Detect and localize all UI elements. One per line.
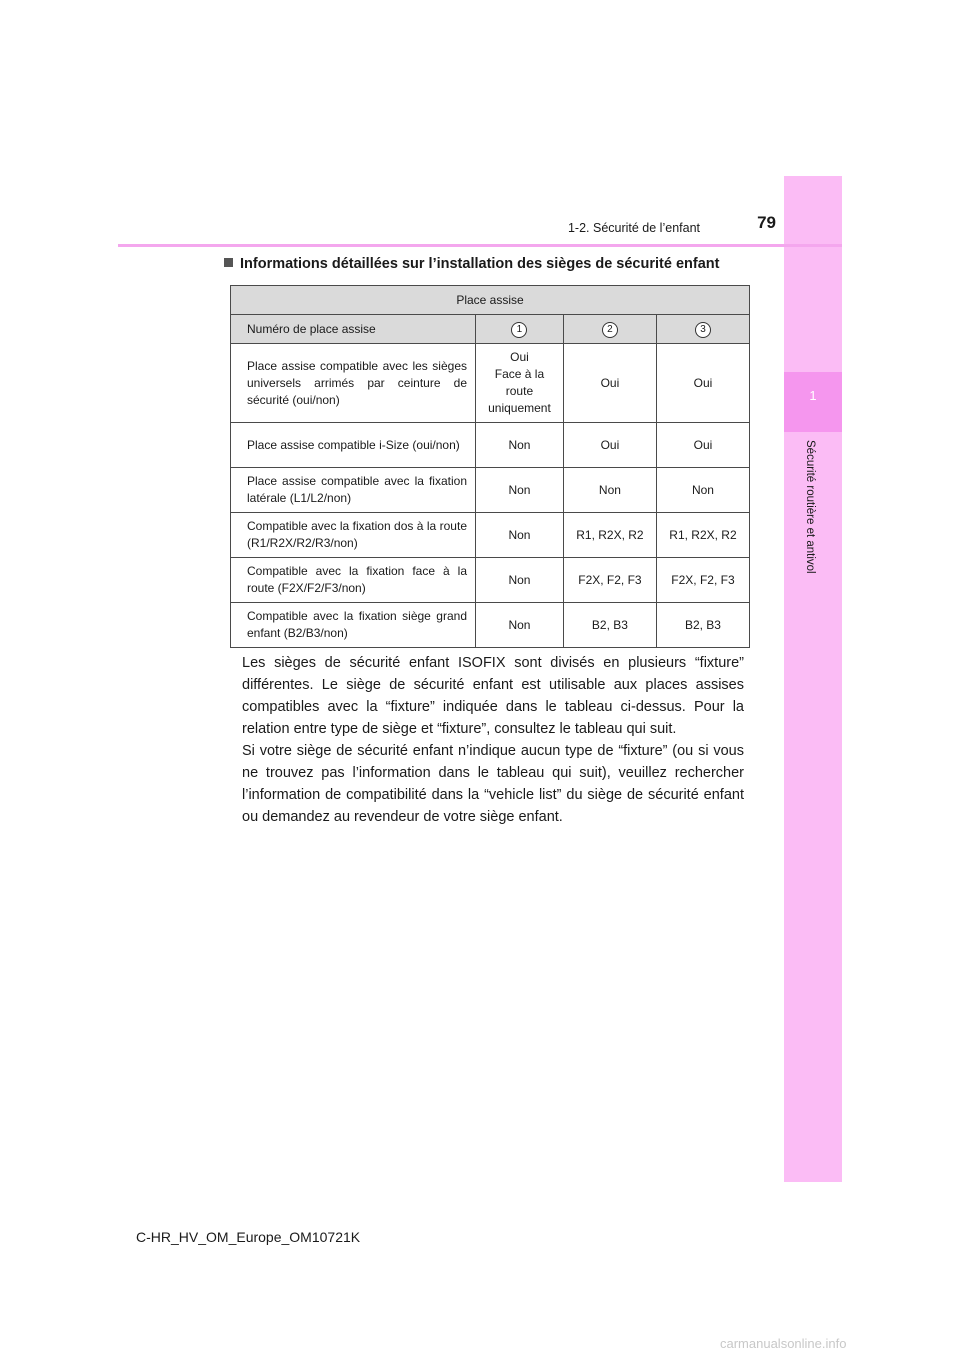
page-number: 79 [757,213,776,232]
chapter-side-tab [784,176,842,1182]
row-value [476,344,564,423]
row-value: Oui [563,344,656,423]
row-value: Non [563,468,656,513]
table-header: Place assise [231,286,750,315]
row-value: B2, B3 [656,603,749,648]
row-label: Place assise compatible i-Size (oui/non) [231,423,476,468]
row-value: Oui [656,423,749,468]
square-bullet-icon [224,258,233,267]
seat-compatibility-table [230,285,750,648]
row-value: B2, B3 [563,603,656,648]
chapter-title: Sécurité routière et antivol [804,440,816,574]
circled-number-icon: 2 [602,322,618,338]
body-text [242,652,744,828]
row-value: Non [476,423,564,468]
row-label: Compatible avec la fixation siège grand enfant (B2/B3/non) [231,603,476,648]
row-value: F2X, F2, F3 [656,558,749,603]
row-value: Non [476,468,564,513]
watermark: carmanualsonline.info [720,1336,847,1351]
row-label: Place assise compatible avec la fixation latérale (L1/L2/non) [231,468,476,513]
row-value: Non [476,513,564,558]
row-value: Oui [563,423,656,468]
row-value: R1, R2X, R2 [563,513,656,558]
table-row [231,513,750,558]
row-value: Non [476,603,564,648]
row-value-note: uniquement [488,401,551,415]
paragraph: Si votre siège de sécurité enfant n’indique aucun type de “fixture” (ou si vous ne trouvez pas l’information dans le tableau qui suit), veuillez rechercher l’information de compatibilité dans la “vehicle list” du siège de sécurité enfant ou demandez au revendeur de votre siège enfant. [242,743,744,825]
chapter-number: 1 [809,388,817,403]
seat-number-row [231,315,750,344]
document-footer: C-HR_HV_OM_Europe_OM10721K [136,1229,361,1245]
row-value: Non [656,468,749,513]
seat-number-2 [563,315,656,344]
row-value: Non [476,558,564,603]
table-row [231,603,750,648]
seat-number-3 [656,315,749,344]
section-title: 1-2. Sécurité de l’enfant [567,221,700,235]
seat-number-label: Numéro de place assise [231,315,476,344]
row-label: Compatible avec la fixation face à la route (F2X/F2/F3/non) [231,558,476,603]
row-value-note: route [505,384,534,398]
row-value: R1, R2X, R2 [656,513,749,558]
table-header-row [231,286,750,315]
table-row [231,558,750,603]
section-heading [224,256,764,272]
header-rule [118,244,842,247]
table-row [231,423,750,468]
paragraph: Les sièges de sécurité enfant ISOFIX sont divisés en plusieurs “fixture” différentes. Le siège de sécurité enfant est utilisable aux places assises compatibles avec la “fixture” indiquée dans le tableau ci-dessus. Pour la relation entre type de siège et “fixture”, consultez le tableau qui suit. [242,655,744,737]
seat-number-1 [476,315,564,344]
row-value-main: Oui [510,350,529,364]
circled-number-icon: 3 [695,322,711,338]
row-label: Compatible avec la fixation dos à la route (R1/R2X/R2/R3/non) [231,513,476,558]
row-label: Place assise compatible avec les sièges universels arrimés par ceinture de sécurité (oui/non) [231,344,476,423]
circled-number-icon: 1 [511,322,527,338]
row-value: F2X, F2, F3 [563,558,656,603]
table-row [231,344,750,423]
row-value: Oui [656,344,749,423]
section-heading-text: Informations détaillées sur l’installation des sièges de sécurité enfant [240,256,720,272]
row-value-note: Face à la [494,367,545,381]
table-row [231,468,750,513]
